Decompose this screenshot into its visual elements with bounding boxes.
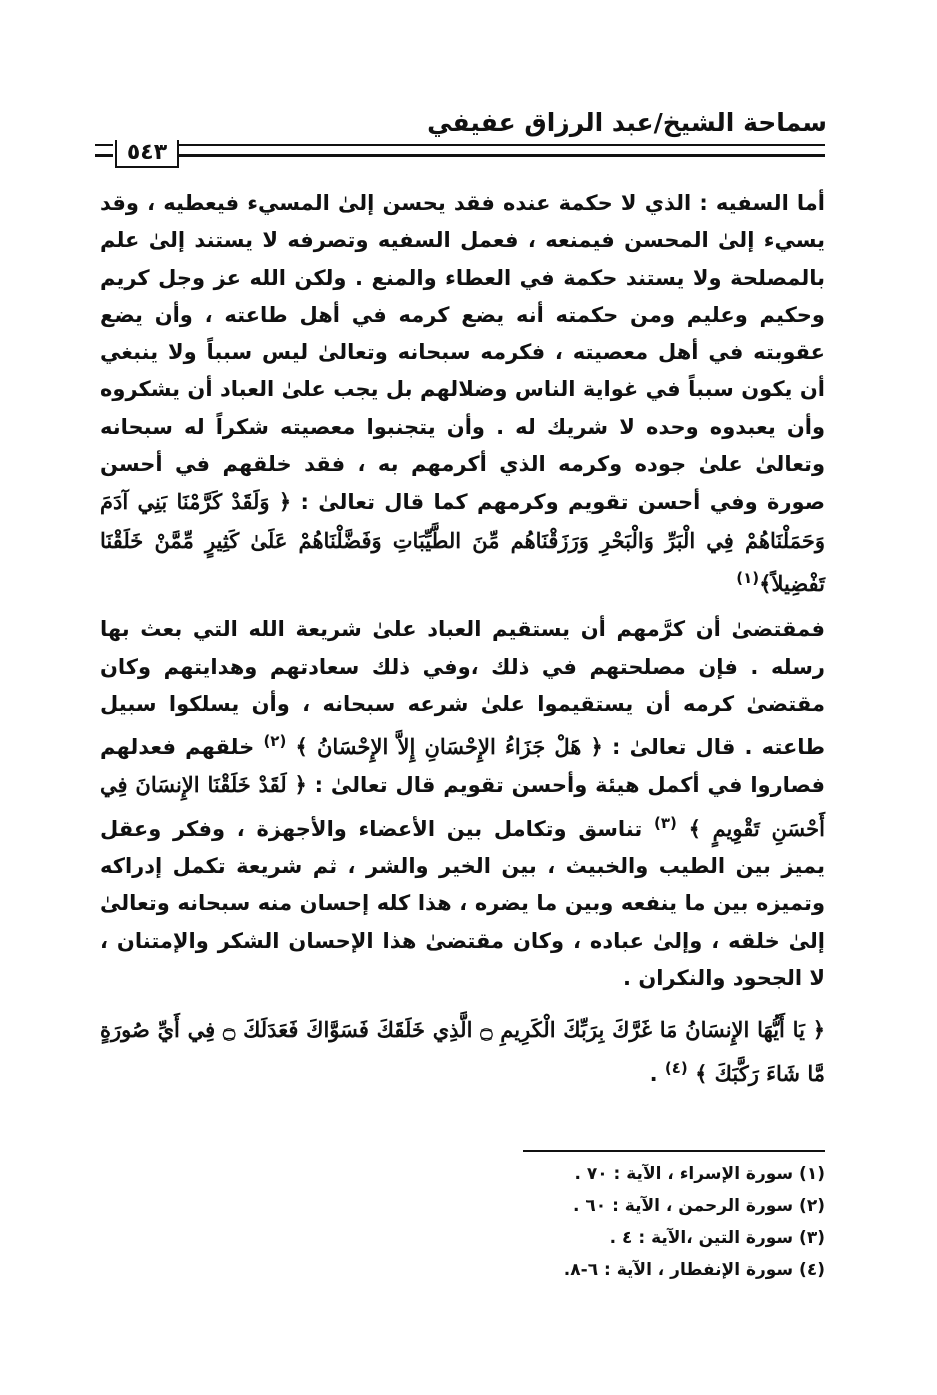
paragraph-1 <box>100 185 825 603</box>
quran-verse: ﴿ يَا أَيُّهَا الإِنسَانُ مَا غَرَّكَ بِرَبِّكَ الْكَرِيمِ ۝ الَّذِي خَلَقَكَ فَسَوَّاكَ فَعَدَلَكَ ۝ فِي أَيِّ صُورَةٍ مَّا شَاءَ رَكَّبَكَ ﴾ <box>100 1017 825 1086</box>
footnotes <box>325 1158 825 1286</box>
footnote-1: (١) سورة الإسراء ، الآية : ٧٠ . <box>574 1164 825 1184</box>
paragraph-2 <box>100 611 825 997</box>
footnote-ref-1: (١) <box>736 568 760 587</box>
paragraph-text: الذي لا حكمة عنده فقد يحسن إلىٰ المسيء فيعطيه ، وقد يسيء إلىٰ المحسن فيمنعه ، فعمل السفيه وتصرفه لا يستند إلىٰ علم بالمصلحة ولا يستند حكمة في العطاء والمنع . ولكن الله عز وجل كريم وحكيم وعليم ومن حكمته أنه يضع كرمه في أهل طاعته ، وأن يضع عقوبته في أهل معصيته ، فكرمه سبحانه وتعالىٰ ليس سبباً ولا ينبغي أن يكون سبباً في غواية الناس وضلالهم بل يجب علىٰ العباد أن يشكروه وأن يعبدوه وحده لا شريك له . وأن يتجنبوا معصيته شكراً له سبحانه وتعالىٰ علىٰ جوده وكرمه الذي أكرمهم به ، فقد خلقهم في أحسن صورة وفي أحسن تقويم وكرمهم كما قال تعالىٰ : <box>100 191 825 515</box>
quran-verse: ﴿ وَلَقَدْ كَرَّمْنَا بَنِي آدَمَ وَحَمَلْنَاهُمْ فِي الْبَرِّ وَالْبَحْرِ وَرَزَقْنَاهُم مِّنَ الطَّيِّبَاتِ وَفَضَّلْنَاهُمْ عَلَىٰ كَثِيرٍ مِّمَّنْ خَلَقْنَا تَفْضِيلاً﴾ <box>100 489 825 596</box>
quran-verse: ﴿ هَلْ جَزَاءُ الإِحْسَانِ إِلاَّ الإِحْسَانُ ﴾ <box>295 734 603 760</box>
paragraph-3 <box>100 1011 825 1093</box>
header-rule-left-segment <box>95 144 113 157</box>
quran-verse: ﴿ لَقَدْ خَلَقْنَا الإِنسَانَ فِي أَحْسَنِ تَقْوِيمٍ ﴾ <box>100 772 825 841</box>
footnote-4: (٤) سورة الإنفطار ، الآية : ٦-٨. <box>563 1260 825 1280</box>
main-text <box>100 185 825 1101</box>
paragraph-end: . <box>649 1061 665 1086</box>
running-header-title: سماحة الشيخ/عبد الرزاق عفيفي <box>427 108 827 137</box>
paragraph-lead: أما السفيه : <box>699 191 826 215</box>
footnote-ref-4: (٤) <box>664 1058 688 1077</box>
footnote-separator <box>523 1150 825 1152</box>
paragraph-text: تناسق وتكامل بين الأعضاء والأجهزة ، وفكر وعقل يميز بين الطيب والخبيث ، بين الخير والشر ، ثم شريعة تكمل إدراكه وتميزه بين ما ينفعه وبين ما يضره ، هذا كله إحسان منه سبحانه وتعالىٰ إلىٰ خلقه ، وإلىٰ عباده ، وكان مقتضىٰ هذا الإحسان الشكر والإمتنان ، لا الجحود والنكران . <box>100 816 825 990</box>
paragraph-text: فمقتضىٰ أن كرَّمهم أن يستقيم العباد علىٰ شريعة الله التي بعث بها رسله . فإن مصلحتهم في ذلك ،وفي ذلك سعادتهم وهدايتهم وكان مقتضىٰ كرمه أن يستقيموا علىٰ شرعه سبحانه ، وأن يسلكوا سبيل طاعته . قال تعالىٰ : <box>100 617 825 760</box>
paragraph-text: خلقهم فعدلهم فصاروا في أكمل هيئة وأحسن تقويم قال تعالىٰ : <box>100 735 826 798</box>
footnote-ref-2: (٢) <box>263 732 287 751</box>
footnote-2: (٢) سورة الرحمن ، الآية : ٦٠ . <box>573 1196 825 1216</box>
footnote-ref-3: (٣) <box>653 813 677 832</box>
footnote-3: (٣) سورة التين ،الآية : ٤ . <box>609 1228 825 1248</box>
header-rule <box>95 140 825 170</box>
header-double-rule <box>179 144 825 157</box>
page-number: ٥٤٣ <box>115 140 179 168</box>
